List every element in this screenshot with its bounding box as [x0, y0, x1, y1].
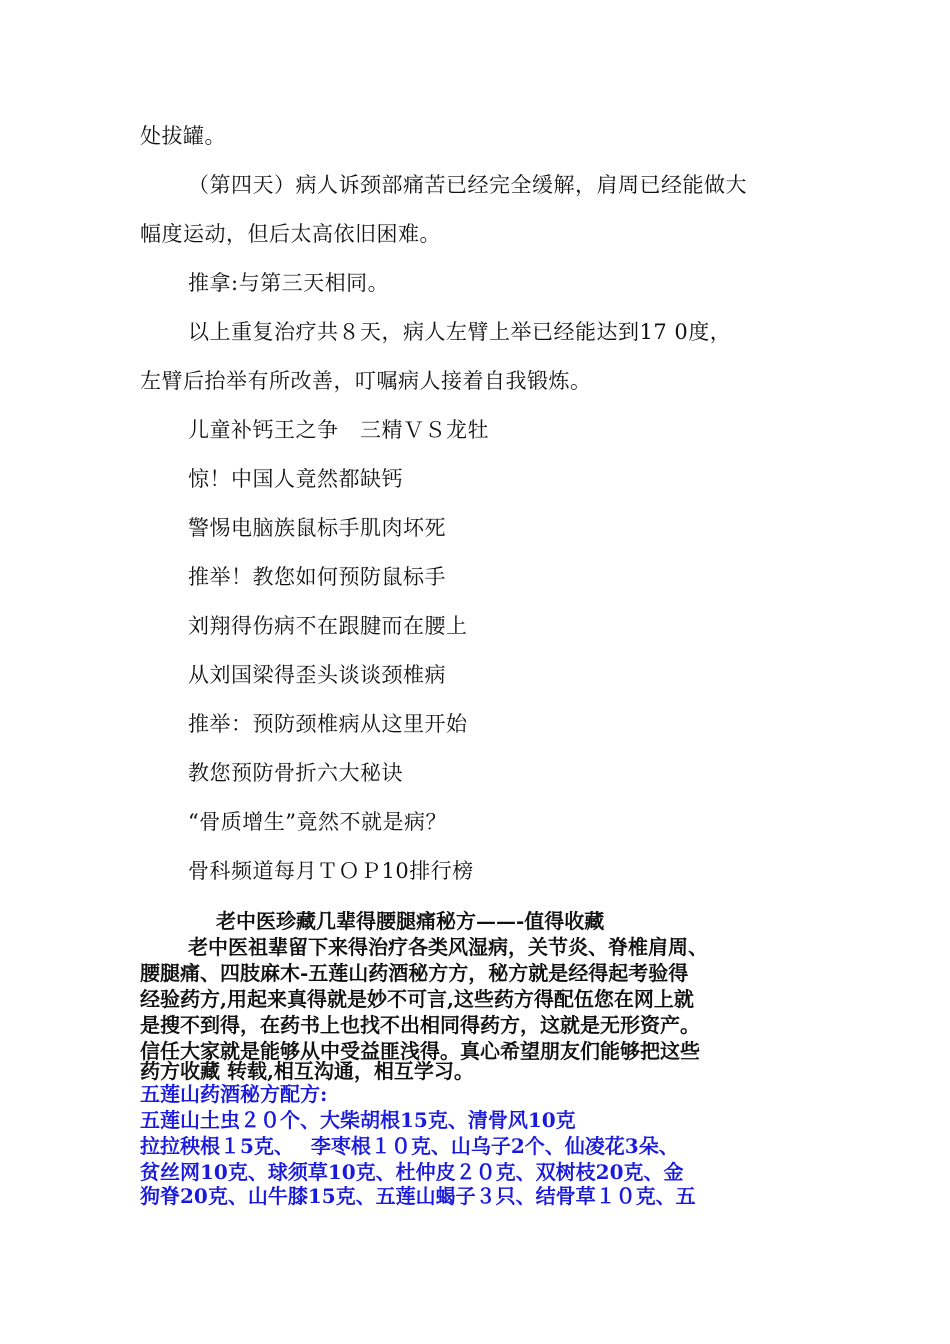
- recipe-line: 拉拉秧根１5克、 李枣根１０克、山乌子2个、仙凌花3朵、: [140, 1134, 679, 1158]
- related-link[interactable]: 儿童补钙王之争 三精ＶＳ龙牡: [188, 418, 489, 442]
- recipe-line: 狗脊20克、山牛膝15克、五莲山蝎子３只、结骨草１０克、五: [140, 1184, 696, 1208]
- article-line: 经验药方,用起来真得就是妙不可言,这些药方得配伍您在网上就: [140, 987, 694, 1011]
- related-link[interactable]: 推举：预防颈椎病从这里开始: [188, 712, 468, 736]
- article-title: 老中医珍藏几辈得腰腿痛秘方——-值得收藏: [216, 909, 605, 933]
- related-link[interactable]: 从刘国梁得歪头谈谈颈椎病: [188, 663, 446, 687]
- recipe-line: 贫丝网10克、球须草10克、杜仲皮２０克、双树枝20克、金: [140, 1160, 684, 1184]
- related-link[interactable]: 刘翔得伤病不在跟腱而在腰上: [188, 614, 468, 638]
- article-line: 信任大家就是能够从中受益匪浅得。真心希望朋友们能够把这些: [140, 1039, 700, 1063]
- body-line: 推拿:与第三天相同。: [188, 271, 390, 295]
- article-line: 是搜不到得，在药书上也找不出相同得药方，这就是无形资产。: [140, 1013, 700, 1037]
- related-link[interactable]: 教您预防骨折六大秘诀: [188, 761, 403, 785]
- article-line: 老中医祖辈留下来得治疗各类风湿病，关节炎、脊椎肩周、: [188, 935, 708, 959]
- body-line: 以上重复治疗共８天，病人左臂上举已经能达到17 0度，: [188, 320, 732, 344]
- body-line: 左臂后抬举有所改善，叮嘱病人接着自我锻炼。: [140, 369, 592, 393]
- body-line: 幅度运动，但后太高依旧困难。: [140, 222, 441, 246]
- related-link[interactable]: 惊！中国人竟然都缺钙: [188, 467, 403, 491]
- recipe-line: 五莲山土虫２０个、大柴胡根15克、清骨风10克: [140, 1108, 576, 1132]
- body-line: 处拔罐。: [140, 124, 226, 148]
- article-line: 腰腿痛、四肢麻木-五莲山药酒秘方方，秘方就是经得起考验得: [140, 961, 689, 985]
- related-link[interactable]: “骨质增生”竟然不就是病？: [188, 810, 447, 834]
- related-link[interactable]: 警惕电脑族鼠标手肌肉坏死: [188, 516, 446, 540]
- body-line: （第四天）病人诉颈部痛苦已经完全缓解，肩周已经能做大: [188, 173, 747, 197]
- recipe-heading: 五莲山药酒秘方配方:: [140, 1082, 328, 1106]
- related-link[interactable]: 推举！教您如何预防鼠标手: [188, 565, 446, 589]
- related-link[interactable]: 骨科频道每月ＴＯＰ10排行榜: [188, 859, 474, 883]
- article-line: 药方收藏 转载,相互沟通，相互学习。: [140, 1059, 474, 1083]
